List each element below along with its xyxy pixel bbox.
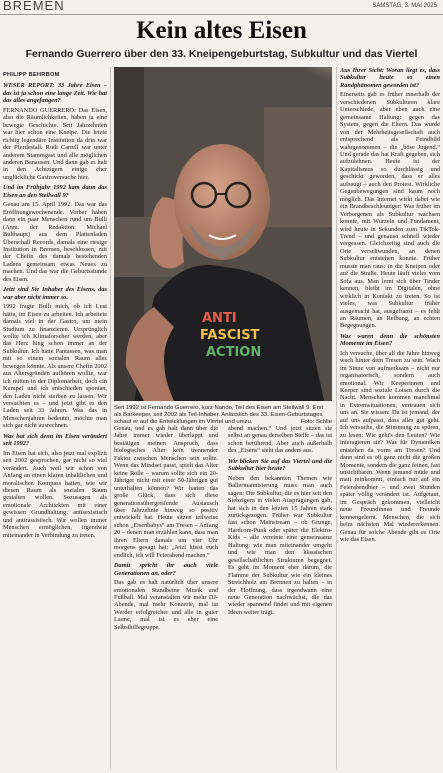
issue-date: SAMSTAG, 3. MAI 2025 — [372, 3, 437, 9]
author-byline: PHILIPP BEHRBOM — [3, 72, 60, 78]
masthead — [0, 0, 443, 15]
caption-text: Seit 1992 ist Fernando Guerrero, kurz Nando, Teil des Eisen am Steilwall 9. Erst als Barkeeper, seit 2002 als Teil-Inhaber. Anlässlich des 33. Eisen-Geburtstages schaut er auf die Entwicklungen im Viertel und umzu. — [114, 405, 324, 426]
interview-question: Damit spricht ihr auch viele Generationen an, oder? — [114, 562, 218, 577]
interview-answer: Neben den bekannten Themen wie Ballermannisierung muss man auch sagen: Die Subkultur, die es hier seit den Siebzigern in vielen Ausprägungen gab, hat sich in den letzten 15 Jahren stark zurückgezogen. Früher war Subkultur fast schon Mainstream – ob Grunge, Hardcore-Punk oder später die Elektro-Kids – alle vereinte eine gemeinsame Haltung: wie man miteinander umgeht und wie man den klassischen gesellschaftlichen Strukturen begegnet. Es geht im Moment eher darum, die Flamme der Subkultur wie ein kleines Streichholz am Brennen zu halten – in der Hoffnung, dass irgendwann eine neue Generation nachwächst, die das wieder spannend findet und mit eigenen Ideen weiter trägt. — [228, 474, 332, 616]
photo-caption — [114, 405, 332, 427]
interview-answer: FERNANDO GUERRERO: Das Eisen, also die Räumlichkeiten, haben ja eine bewegte Geschichte. Seit Jahrzehnten war hier schon eine Kneipe. Die letzte richtig legendäre Institution da drin war der Pferdestall. Rudi Carrell war unter anderem Stammgast und alle möglichen anderen Banausen. Und dann gab es halt in den Achtzigern einige eher unglückliche Gastroversuche hier. — [3, 106, 107, 181]
column-2 — [114, 425, 218, 772]
interview-question: Was waren denn die schönsten Momente im Eisen? — [340, 332, 440, 348]
interview-answer: Genau am 15. April 1992. Das war das Eröffnungswochenende. Vorher haben dann ein paar Menschen rund um Bulli (Anm. der Redaktion: Michael Bulthaupt) aus dem Plattenladen Überschall Records, damals eine riesige Institution in Bremen, beschlossen, mit der Chefin des damals bestehenden Ladens gemeinsam etwas Neues zu machen. Und das war die Geburtsstunde des Eisen. — [3, 201, 107, 283]
interview-question: Wir blicken Sie auf das Viertel und die Subkultur hier heute? — [228, 457, 332, 473]
shirt-print-line-1: ANTI — [202, 311, 237, 326]
shirt-print-line-2: FASCIST — [200, 328, 260, 343]
column-rule — [110, 67, 111, 770]
interview-answer: Genau, und es gab halt dann über die Jahre immer wieder überlappt und bestätigen meinen Anspruch, dass biologisches Alter kein trennender Faktor zwischen Menschen sein sollte. Wenn das Mindset passt, spielt das Alter keine Rolle – warum sollte sich ein 20-Jähriger nicht mit einer 50-Jährigen gut unterhalten können? Wir hatten das große Glück, dass sich diese generationsübergreifende Austausch über Jahrzehnte hinweg so positiv entwickelt hat. Heute sitzen teilweise schon „Eisenbabys“ am Tresen – Anfang 20 – denen man erzählen kann, dass man ihren Eltern damals um vier Uhr morgens gesagt hat: „Jetzt küsst euch endlich, ich will Feierabend machen.“ — [114, 425, 218, 559]
interview-question: WESER REPORT: 33 Jahre Eisen – das ist ja schon eine lange Zeit. Wie hat das alles angefangen? — [3, 82, 107, 105]
portrait-photo — [114, 67, 332, 401]
column-1 — [3, 72, 107, 772]
shirt-print-line-3: ACTION — [206, 345, 262, 360]
headline: Kein altes Eisen — [136, 17, 307, 44]
interview-answer: Das gab es halt natürlich über unsere emotionalen Standbeine Musik und Fußball. Mal veranstalten wir mehr DJ-Abende, mal mehr Konzerte, mal ist Werder erfolgreicher und alle in guter Laune, mal ist es eher eine Selbsthilfegruppe. — [114, 579, 218, 631]
interview-answer: Im Eisen hat sich, also jetzt mal explizit seit 2002 gesprochen, gar nicht so viel verändert. Auch weil wir schon von Anfang an einen klaren inhaltlichen und moralischen Kompass hatten, wie wir diesen Raum als sozialen Raum gestalten wollen. Sozusagen als emotionale Architekten mit einer gewissen Grundhaltung: antisexistisch und antirassistisch. Wir wollen immer Menschen ermöglichen, irgendwie miteinander in Verbindung zu treten. — [3, 449, 107, 539]
column-4 — [340, 67, 440, 772]
interview-answer: 1992 fragte Bulli mich, ob ich Lust hätte, im Eisen zu arbeiten. Ich arbeitete damals viel in der Gastro, um mein Studium zu finanzieren. Ursprünglich wollte ich Klimaforscher werden, aber das Herz hing schon immer an der Subkultur. Ich hatte Pantassen, was man mit so einem sozialen Raum alles bewegen könnte. Als unsere Chefin 2002 aus Altersgründen aufhören wollte, war ich mitten in der Diplomarbeit, doch ein Kumpel und ich entschieden spontan, den Laden nicht sterben zu lassen. Wir versuchten es – und jetzt gibt es den Laden seit 33 Jahren. Was das in Menschenjahren bedeutet, möchte man sich gar nicht ausrechnen. — [3, 303, 107, 430]
interview-question: Jetzt sind Sie Inhaber des Eisens, das war aber nicht immer so. — [3, 286, 107, 301]
photo-credit: Foto: Schlie — [300, 419, 332, 426]
interview-answer: abend machen.“ Und jetzt sitzen sie selbst an genau derselben Stelle – das ist schon berührend. Aber auch außerhalb des „Eisens“ sieht das anders aus. — [228, 425, 332, 455]
subheadline: Fernando Guerrero über den 33. Kneipengeburtstag, Subkultur und das Viertel — [25, 48, 418, 60]
column-rule — [336, 67, 337, 770]
portrait-illustration — [114, 67, 332, 401]
interview-question: Und im Frühjahr 1992 kam dann das Eisen an den Steilwall 9? — [3, 184, 107, 199]
section-title: BREMEN — [3, 0, 65, 13]
interview-answer: Einerseits gab es früher innerhalb der verschiedenen Subkulturen klare Unterschiede, aber eben auch eine gemeinsame Haltung: gegen das System, gegen die Eltern. Das wurde von der Mehrheitsgesellschaft auch entsprechend als Feindbild wahrgenommen – die „böse Jugend.“ Und gerade das hat Kraft gegeben, sich aufzulehnen. Heute ist der Kapitalismus so durchlässig und geschickt geworden, dass er alles aufsaugt – auch den Protest. Wirkliche Gegenbewegungen sind kaum noch möglich. Das Internet wirkt dabei wie ein Brandbeschleuniger: Was früher im Verborgenen als Subkultur wachsen konnte, mit Wurzeln und Fundament, wird heute in Sekunden zum TikTok-Trend – und genauso schnell wieder vergessen. Gleichzeitig sind auch die Orte verschwunden, an denen Subkultur entstehen konnte. Früher musste man raus: in die Kneipen oder auf die Straße. Heute läuft vieles vom Sofa aus. Man lernt sich über Tinder kennen, bleibt im Digitalen, ohne wirklich in Kontakt zu treten. So ist vieles, was Subkultur früher ausgemacht hat, ausgefranst – es fehlt an Räumen, an Reibung, an echten Begegnungen. — [340, 91, 440, 330]
column-3 — [228, 425, 332, 772]
interview-question: Aus Ihrer Sicht: Woran liegt es, dass Subkultur heute so einen Randphänomen geworden ist? — [340, 67, 440, 89]
interview-question: Was hat sich denn im Eisen verändert seit 1992? — [3, 432, 107, 448]
interview-answer: Ich versuche, über all die Jahre hinweg wach hinter dem Tresen zu sein. Wach im Sinne von aufmerksam – nicht nur organisatorisch, sondern auch emotional. Wir Keeperinnen und Keeper sind soziale Lotsen durch die Nacht. Menschen kommen manchmal in Extremsituationen, vertrauen sich uns an. Sie wissen: Da ist jemand, der auf uns aufpasst, dass alles gut geht. Ich versuche, die Stimmung zu spüren, zu lesen: Wie geht's den Leuten? Wie interagieren sie? Was für Dynamiken entstehen da vorm am Tresen? Und dann sind es oft ganz nicht die großen Momente, sondern die ganz feinen, fast unsichtbaren. Wenn jemand müde und matt reinkommt, einfach nur auf ein Feierabendbier – und zwei Stunden später völlig verändert ist. Aufgetaut, im Gespräch gekommen, vielleicht neue Freundinnen und Freunde kennengelernt. Menschen, die sich beim nächsten Mal wiedererkennen. Genau für solche Abende gibt es Orte wie das Eisen. — [340, 349, 440, 544]
